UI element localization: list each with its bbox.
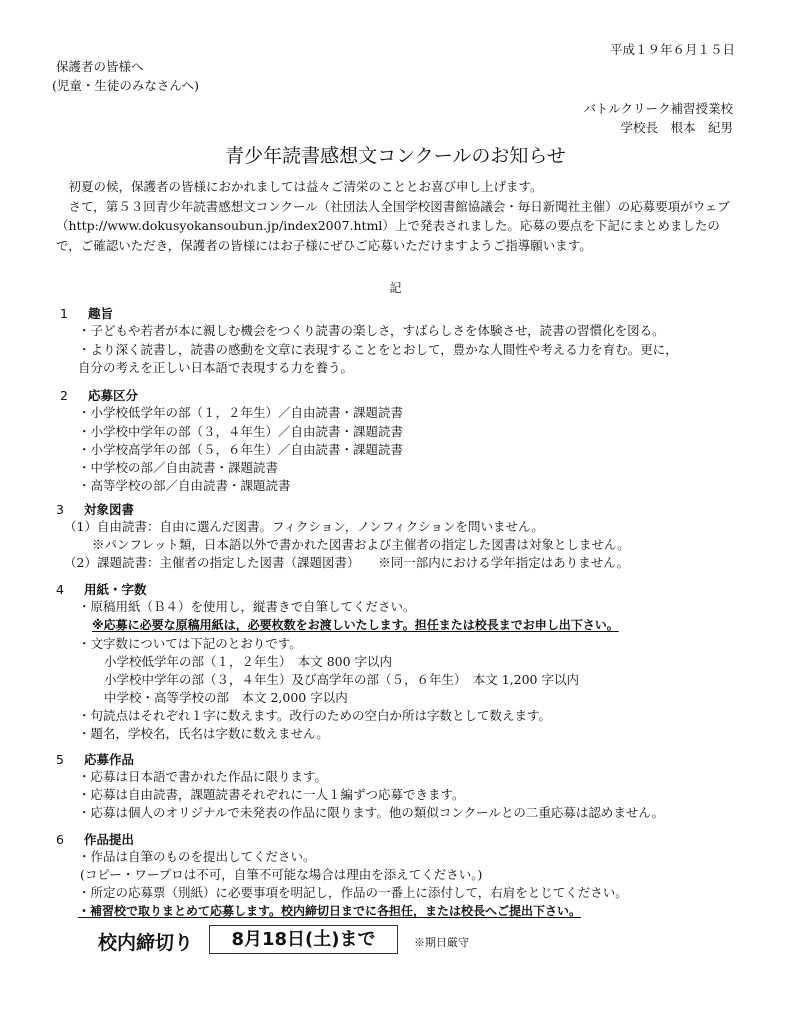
section-2-line-3: ・小学校高学年の部（５，６年生）／自由読書・課題読書 [78,442,404,457]
word-limit-middle-upper: 小学校中学年の部（３，４年生）及び高学年の部（５，６年生） 本文 1,200 字以内 [104,672,579,687]
section-6-line-3: ・所定の応募票（別紙）に必要事項を明記し，作品の一番上に添付して，右肩をとじてください。 [78,885,628,900]
manuscript-paper-notice: ※応募に必要な原稿用紙は，必要枚数をお渡しいたします。担任または校長までお申し出下さい。 [92,618,619,632]
section-5-heading [56,750,134,768]
section-1-line-3: 自分の考えを正しい日本語で表現する力を養う。 [78,360,354,375]
deadline-strict-note: ※期日厳守 [414,936,469,949]
section-6-line-1: ・作品は自筆のものを提出してください。 [78,849,316,864]
section-3-line-2: ※パンフレット類，日本語以外で書かれた図書および主催者の指定した図書は対象としません。 [92,537,630,552]
section-4-line-8: ・題名，学校名，氏名は字数に数えません。 [78,726,329,741]
section-number: 2 [60,388,68,403]
section-2-line-2: ・小学校中学年の部（３，４年生）／自由読書・課題読書 [78,424,404,439]
section-title: 対象図書 [84,502,135,517]
section-5-line-2: ・応募は自由読書，課題読書それぞれに一人１編ずつ応募できます。 [78,787,465,802]
section-title: 応募作品 [84,752,135,767]
section-2-line-5: ・高等学校の部／自由読書・課題読書 [78,478,291,493]
recipient-parents: 保護者の皆様へ [56,59,144,74]
deadline-date-box: 8月18日(土)まで [209,925,398,954]
section-title: 応募区分 [88,388,139,403]
section-6-line-2: (コピー・ワープロは不可，自筆不可能な場合は理由を添えてください。) [80,867,483,882]
sender-school: バトルクリーク補習授業校 [583,101,733,116]
section-number: 4 [56,582,64,597]
section-title: 作品提出 [84,832,135,847]
section-number: 6 [56,832,64,847]
word-limit-lower: 小学校低学年の部（１，２年生） 本文 800 字以内 [104,654,393,669]
issue-date: 平成１９年６月１５日 [609,42,735,57]
deadline-label: 校内締切り [98,932,194,954]
section-4-line-1: ・原稿用紙（Ｂ４）を使用し，縦書きで自筆してください。 [78,599,416,614]
section-3-line-3: （2）課題読書：主催者の指定した図書（課題図書） ※同一部内における学年指定はありません。 [64,555,629,570]
section-title: 趣旨 [88,306,114,321]
sender-principal: 学校長 根本 紀男 [620,120,733,135]
section-4-heading [56,580,147,598]
section-5-line-3: ・応募は個人のオリジナルで未発表の作品に限ります。他の類似コンクールとの二重応募は認めません。 [78,805,665,820]
section-1-line-1: ・子どもや若者が本に親しむ機会をつくり読書の楽しさ，すばらしさを体験させ，読書の習慣化を図る。 [78,323,665,338]
submission-notice: ・補習校で取りまとめて応募します。校内締切日までに各担任，または校長へご提出下さい。 [78,904,582,918]
section-3-line-1: （1）自由読書：自由に選んだ図書。フィクション，ノンフィクションを問いません。 [64,519,544,534]
document-title: 青少年読書感想文コンクールのお知らせ [225,145,566,167]
section-2-heading [60,386,138,404]
section-4-line-7: ・句読点はそれぞれ１字に数えます。改行のための空白か所は字数として数えます。 [78,708,552,723]
ki-marker: 記 [389,281,402,295]
section-title: 用紙・字数 [84,582,147,597]
section-2-line-4: ・中学校の部／自由読書・課題読書 [78,460,279,475]
section-3-heading [56,500,134,518]
section-6-heading [56,830,134,848]
intro-paragraph [56,177,742,255]
section-number: 5 [56,752,64,767]
section-number: 1 [60,306,68,321]
intro-greeting: 初夏の候，保護者の皆様におかれましては益々ご清栄のこととお喜び申し上げます。 [68,179,543,194]
recipient-students: (児童・生徒のみなさんへ) [52,78,200,93]
word-limit-junior-high: 中学校・高等学校の部 本文 2,000 字以内 [104,690,348,705]
section-4-line-3: ・文字数については下記のとおりです。 [78,636,302,651]
intro-body: さて，第５３回青少年読書感想文コンクール（社団法人全国学校図書館協議会・毎日新聞社主催）の応募要項がウェブ（http://www.dokusyokansoubun.jp/index2007.html）上で発表されました。応募の要点を下記にまとめましたので，ご確認いただき，保護者の皆様にはお子様にぜひご応募いただけますようご指導願います。 [56,198,730,253]
section-1-heading [60,304,113,322]
section-2-line-1: ・小学校低学年の部（１，２年生）／自由読書・課題読書 [78,405,404,420]
section-1-line-2: ・より深く読書し，読書の感動を文章に表現することをとおして，豊かな人間性や考える力を育む。更に， [78,342,678,357]
section-number: 3 [56,502,64,517]
section-5-line-1: ・応募は日本語で書かれた作品に限ります。 [78,769,328,784]
